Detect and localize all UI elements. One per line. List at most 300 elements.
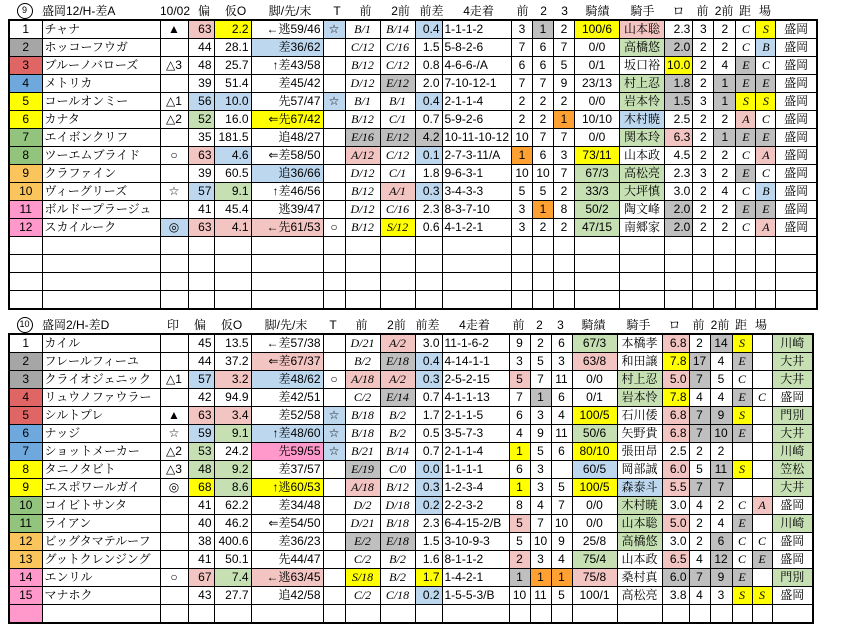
hen-score: 53 xyxy=(188,443,214,461)
venue: 笠松 xyxy=(772,461,813,479)
t-flag xyxy=(323,334,345,353)
recent-prev: 2 xyxy=(689,334,710,353)
venue xyxy=(776,291,817,310)
pos-prev xyxy=(512,255,533,273)
pos-3: 6 xyxy=(551,334,572,353)
t-flag: ○ xyxy=(323,371,345,389)
pos-prev: 9 xyxy=(509,334,530,353)
jockey-name xyxy=(620,273,665,291)
pos-2: 7 xyxy=(533,75,554,93)
recent-prev: 17 xyxy=(689,353,710,371)
recent-prev2: 4 xyxy=(710,353,732,371)
running-style: ↑逃60/53 xyxy=(251,479,323,497)
jockey-name: 岡部誠 xyxy=(617,461,662,479)
empty-row xyxy=(9,237,817,255)
recent-prev: 7 xyxy=(689,371,710,389)
recent-prev2: 4 xyxy=(714,57,736,75)
jockey-record: 75/8 xyxy=(572,569,617,587)
margin-header: 前差 xyxy=(415,318,440,332)
jockey-name: 桑村真 xyxy=(617,569,662,587)
recent-prev2: 9 xyxy=(710,569,732,587)
provisional-odds: 60.5 xyxy=(214,165,251,183)
prev-race-grade: E/19 xyxy=(345,461,380,479)
t-flag xyxy=(323,237,345,255)
horse-row xyxy=(9,165,817,183)
mark xyxy=(160,587,188,605)
provisional-odds-header: 仮O xyxy=(224,4,247,18)
mark: △1 xyxy=(160,93,188,111)
empty-row xyxy=(9,273,817,291)
prev2-race-grade: C/1 xyxy=(380,111,415,129)
jockey-record-header: 騎績 xyxy=(585,4,610,18)
pos-3: 7 xyxy=(551,497,572,515)
prev-race-grade: D/2 xyxy=(345,497,380,515)
pos-3: 7 xyxy=(554,39,575,57)
recent-prev: 2 xyxy=(693,57,714,75)
pos-3: 9 xyxy=(551,533,572,551)
race-9-grid xyxy=(8,19,818,310)
hen-score: 56 xyxy=(188,93,214,111)
t-flag-header: T xyxy=(329,317,337,332)
horse-row xyxy=(9,587,813,605)
hen-score: 52 xyxy=(188,111,214,129)
running-style: 逃39/47 xyxy=(251,201,323,219)
last4-finishes-header: 4走着 xyxy=(459,318,490,332)
hen-score: 44 xyxy=(188,353,214,371)
prev-race-grade: E/2 xyxy=(345,533,380,551)
mark xyxy=(160,75,188,93)
last4-finishes: 8-3-7-10 xyxy=(442,201,512,219)
prev2-race-grade: C/1 xyxy=(380,165,415,183)
pos-3 xyxy=(554,291,575,310)
t-flag xyxy=(323,57,345,75)
waku-number: 9 xyxy=(9,479,42,497)
last4-finishes xyxy=(442,273,512,291)
distance-grade: C xyxy=(732,497,752,515)
distance-grade: E xyxy=(732,389,752,407)
ro-value: 6.0 xyxy=(662,569,689,587)
margin: 4.2 xyxy=(415,129,442,147)
venue: 盛岡 xyxy=(772,389,813,407)
recent-prev: 7 xyxy=(689,407,710,425)
track-grade: E xyxy=(756,75,776,93)
track-grade: C xyxy=(756,111,776,129)
mark xyxy=(160,389,188,407)
waku-number: 14 xyxy=(9,569,42,587)
horse-row xyxy=(9,183,817,201)
last4-finishes xyxy=(442,255,512,273)
pos-3: 2 xyxy=(554,219,575,237)
jockey-name: 張田昂 xyxy=(617,443,662,461)
venue xyxy=(776,273,817,291)
jockey-record: 25/8 xyxy=(572,533,617,551)
recent-prev2-header: 2前 xyxy=(714,4,734,18)
prev2-race-grade xyxy=(380,605,415,624)
horse-name: カナタ xyxy=(42,111,160,129)
ro-value: 6.0 xyxy=(662,461,689,479)
ro-value: 10.0 xyxy=(665,57,693,75)
venue-header xyxy=(775,2,816,19)
horse-name: カイル xyxy=(42,334,160,353)
running-style: 差48/62 xyxy=(251,371,323,389)
horse-row xyxy=(9,461,813,479)
recent-prev2 xyxy=(714,237,736,255)
t-flag xyxy=(323,515,345,533)
track-grade xyxy=(752,353,772,371)
pos-3: 10 xyxy=(551,515,572,533)
margin: 0.4 xyxy=(415,353,442,371)
mark: △3 xyxy=(160,461,188,479)
running-style: 先44/47 xyxy=(251,551,323,569)
jockey-record: 63/8 xyxy=(572,353,617,371)
distance-grade: S xyxy=(732,587,752,605)
pos-2-header: 2 xyxy=(540,3,547,18)
jockey-record: 0/0 xyxy=(575,93,620,111)
waku-number xyxy=(9,291,42,310)
ro-value: 6.8 xyxy=(662,334,689,353)
track-grade: C xyxy=(752,389,772,407)
hen-score: 35 xyxy=(188,129,214,147)
provisional-odds xyxy=(214,291,251,310)
jockey-record: 100/6 xyxy=(575,20,620,39)
mark: ○ xyxy=(160,147,188,165)
jockey-record xyxy=(575,291,620,310)
mark xyxy=(160,334,188,353)
venue: 盛岡 xyxy=(776,93,817,111)
provisional-odds: 3.4 xyxy=(214,407,251,425)
venue: 盛岡 xyxy=(772,497,813,515)
last4-finishes: 3-10-9-3 xyxy=(442,533,509,551)
recent-prev: 7 xyxy=(689,569,710,587)
recent-prev: 4 xyxy=(689,497,710,515)
prev2-race-grade: E/14 xyxy=(380,389,415,407)
circled-race-number: 10 xyxy=(17,317,33,333)
recent-prev2 xyxy=(714,273,736,291)
provisional-odds: 181.5 xyxy=(214,129,251,147)
horse-row xyxy=(9,533,813,551)
ro-value: 2.0 xyxy=(665,201,693,219)
pos-2 xyxy=(533,291,554,310)
track-grade xyxy=(756,237,776,255)
pos-2: 2 xyxy=(533,111,554,129)
horse-row xyxy=(9,57,817,75)
pos-2: 1 xyxy=(530,569,551,587)
pos-3 xyxy=(551,605,572,624)
recent-prev: 2 xyxy=(693,147,714,165)
waku-number: 4 xyxy=(9,389,42,407)
prev2-race-grade: B/2 xyxy=(380,569,415,587)
race-10-section xyxy=(8,316,841,624)
prev-race-grade: S/18 xyxy=(345,569,380,587)
margin: 0.6 xyxy=(415,219,442,237)
pos-prev: 3 xyxy=(512,20,533,39)
distance-grade: C xyxy=(736,183,756,201)
waku-number: 15 xyxy=(9,587,42,605)
pos-prev: 7 xyxy=(509,389,530,407)
horse-name xyxy=(42,255,160,273)
horse-name xyxy=(42,291,160,310)
prev2-race-grade: E/12 xyxy=(380,75,415,93)
last4-finishes: 4-14-1-1 xyxy=(442,353,509,371)
prev-race-grade: D/12 xyxy=(345,75,380,93)
distance-grade xyxy=(736,273,756,291)
prev-race-grade: C/12 xyxy=(345,39,380,57)
horse-row xyxy=(9,497,813,515)
t-flag xyxy=(323,183,345,201)
circled-race-number: 9 xyxy=(17,3,33,19)
pos-prev-header: 前 xyxy=(516,4,529,18)
jockey-record: 100/5 xyxy=(572,479,617,497)
pos-prev xyxy=(512,237,533,255)
distance-grade: C xyxy=(732,533,752,551)
distance-grade xyxy=(736,291,756,310)
last4-finishes: 2-5-2-15 xyxy=(442,371,509,389)
prev2-race-grade: B/14 xyxy=(380,443,415,461)
ro-value: 6.5 xyxy=(662,551,689,569)
pos-3-header: 3 xyxy=(561,3,568,18)
horse-name xyxy=(42,273,160,291)
recent-prev2: 1 xyxy=(714,129,736,147)
waku-number: 1 xyxy=(9,334,42,353)
jockey-record xyxy=(575,273,620,291)
jockey-name xyxy=(620,291,665,310)
jockey-record: 0/1 xyxy=(575,57,620,75)
running-style: ←差57/38 xyxy=(251,334,323,353)
prev2-race-grade: E/18 xyxy=(380,353,415,371)
last4-finishes: 2-1-1-4 xyxy=(442,93,512,111)
margin: 2.3 xyxy=(415,515,442,533)
pos-2: 1 xyxy=(533,201,554,219)
pos-3: 3 xyxy=(554,147,575,165)
horse-row xyxy=(9,20,817,39)
jockey-record: 10/10 xyxy=(575,111,620,129)
jockey-record: 100/5 xyxy=(572,407,617,425)
prev2-race-grade: A/2 xyxy=(380,334,415,353)
t-flag xyxy=(323,201,345,219)
pos-3: 1 xyxy=(551,569,572,587)
running-style: 差37/57 xyxy=(251,461,323,479)
pos-prev: 2 xyxy=(512,111,533,129)
distance-grade xyxy=(736,237,756,255)
track-grade xyxy=(752,425,772,443)
venue: 門別 xyxy=(772,407,813,425)
margin: 1.7 xyxy=(415,407,442,425)
hen-score xyxy=(188,273,214,291)
distance-grade xyxy=(732,605,752,624)
provisional-odds: 27.7 xyxy=(214,587,251,605)
horse-name: コールオンミー xyxy=(42,93,160,111)
provisional-odds: 46.2 xyxy=(214,515,251,533)
margin: 0.4 xyxy=(415,93,442,111)
track-grade xyxy=(752,479,772,497)
pos-2 xyxy=(530,605,551,624)
running-style: 差34/48 xyxy=(251,497,323,515)
running-style: 追42/58 xyxy=(251,587,323,605)
pos-2: 1 xyxy=(533,20,554,39)
distance-grade-header: 距 xyxy=(739,4,752,18)
mark xyxy=(160,515,188,533)
running-style: ←逃63/45 xyxy=(251,569,323,587)
jockey-name: 陶文峰 xyxy=(620,201,665,219)
jockey-name: 高橋悠 xyxy=(617,533,662,551)
running-style: ⇐先67/42 xyxy=(251,111,323,129)
empty-row xyxy=(9,255,817,273)
ro-value: 6.8 xyxy=(662,425,689,443)
running-style: 先59/55 xyxy=(251,443,323,461)
hen-score-header: 偏 xyxy=(198,4,211,18)
provisional-odds: 16.0 xyxy=(214,111,251,129)
last4-finishes: 6-4-15-2/B xyxy=(442,515,509,533)
ro-value: 5.0 xyxy=(662,515,689,533)
pos-prev: 10 xyxy=(509,587,530,605)
pos-2: 5 xyxy=(530,443,551,461)
jockey-record: 100/1 xyxy=(572,587,617,605)
hen-score: 45 xyxy=(188,334,214,353)
recent-prev2: 2 xyxy=(714,20,736,39)
hen-score xyxy=(188,605,214,624)
waku-number: 8 xyxy=(9,147,42,165)
jockey-name: 高橋悠 xyxy=(620,39,665,57)
running-style xyxy=(251,273,323,291)
distance-grade: C xyxy=(732,371,752,389)
jockey-name: 山本政 xyxy=(620,147,665,165)
jockey-name: 高松亮 xyxy=(617,587,662,605)
track-grade: S xyxy=(756,20,776,39)
last4-finishes: 1-1-1-2 xyxy=(442,20,512,39)
track-grade xyxy=(752,461,772,479)
last4-finishes: 2-7-3-11/A xyxy=(442,147,512,165)
pos-prev: 3 xyxy=(509,353,530,371)
hen-score: 48 xyxy=(188,461,214,479)
waku-number: 2 xyxy=(9,353,42,371)
jockey-name xyxy=(617,605,662,624)
prev2-race-grade: B/2 xyxy=(380,425,415,443)
ro-value: 1.8 xyxy=(665,75,693,93)
prev2-race-grade: A/2 xyxy=(380,371,415,389)
distance-grade: E xyxy=(736,75,756,93)
hen-score: 39 xyxy=(188,165,214,183)
horse-name: リュウノファウラー xyxy=(42,389,160,407)
pos-prev xyxy=(512,291,533,310)
pos-2-header: 2 xyxy=(536,317,543,332)
hen-score: 41 xyxy=(188,497,214,515)
t-flag xyxy=(323,147,345,165)
prev-race-grade: A/18 xyxy=(345,479,380,497)
pos-2: 2 xyxy=(533,93,554,111)
prev-race-grade: B/12 xyxy=(345,183,380,201)
recent-prev: 2 xyxy=(693,111,714,129)
venue: 盛岡 xyxy=(772,587,813,605)
hen-score xyxy=(188,255,214,273)
distance-grade: E xyxy=(732,353,752,371)
prev-race-grade: B/12 xyxy=(345,111,380,129)
jockey-name: 森泰斗 xyxy=(617,479,662,497)
pos-prev: 6 xyxy=(512,57,533,75)
ro-value xyxy=(665,237,693,255)
jockey-record: 0/0 xyxy=(575,129,620,147)
pos-prev xyxy=(512,273,533,291)
pos-3: 1 xyxy=(554,111,575,129)
mark: △2 xyxy=(160,111,188,129)
pos-prev: 3 xyxy=(512,219,533,237)
hen-score: 39 xyxy=(188,75,214,93)
horse-name: ツーエムブライド xyxy=(42,147,160,165)
prev-race-grade: B/2 xyxy=(345,353,380,371)
recent-prev2: 1 xyxy=(714,93,736,111)
track-grade: E xyxy=(756,129,776,147)
pos-prev: 6 xyxy=(509,407,530,425)
margin xyxy=(415,237,442,255)
recent-prev2: 2 xyxy=(714,165,736,183)
race-number-circle xyxy=(8,316,41,333)
waku-number xyxy=(9,255,42,273)
jockey-name: 山本政 xyxy=(617,551,662,569)
venue: 盛岡 xyxy=(776,201,817,219)
prev2-race-grade: B/18 xyxy=(380,515,415,533)
pos-2 xyxy=(533,237,554,255)
pos-3 xyxy=(551,461,572,479)
hen-score: 41 xyxy=(188,551,214,569)
horse-name: チャナ xyxy=(42,20,160,39)
distance-grade: E xyxy=(732,569,752,587)
hen-score: 48 xyxy=(188,57,214,75)
t-flag xyxy=(323,353,345,371)
ro-value: 2.0 xyxy=(665,219,693,237)
mark: ○ xyxy=(160,569,188,587)
jockey-record xyxy=(575,255,620,273)
recent-prev xyxy=(693,291,714,310)
empty-row xyxy=(9,291,817,310)
margin: 0.7 xyxy=(415,443,442,461)
jockey-name: 岩本怜 xyxy=(617,389,662,407)
provisional-odds: 13.5 xyxy=(214,334,251,353)
pos-3: 4 xyxy=(551,551,572,569)
hen-score: 43 xyxy=(188,587,214,605)
provisional-odds xyxy=(214,273,251,291)
pos-prev: 10 xyxy=(512,129,533,147)
mark: ☆ xyxy=(160,183,188,201)
prev-race-grade: C/2 xyxy=(345,587,380,605)
pos-2: 7 xyxy=(530,371,551,389)
pos-2: 3 xyxy=(530,551,551,569)
t-flag xyxy=(323,273,345,291)
jockey-record: 80/10 xyxy=(572,443,617,461)
waku-number xyxy=(9,273,42,291)
waku-number: 10 xyxy=(9,183,42,201)
ro-value: 4.5 xyxy=(665,147,693,165)
prev2-race-grade: C/16 xyxy=(380,201,415,219)
last4-finishes: 1-2-3-4 xyxy=(442,479,509,497)
venue: 大井 xyxy=(772,353,813,371)
jockey-record xyxy=(575,237,620,255)
ro-value: 3.0 xyxy=(662,533,689,551)
waku-number: 9 xyxy=(9,165,42,183)
horse-name: スカイルーク xyxy=(42,219,160,237)
pos-2: 3 xyxy=(530,461,551,479)
hen-score: 63 xyxy=(188,20,214,39)
venue xyxy=(776,255,817,273)
jockey-name: 関本玲 xyxy=(620,129,665,147)
hen-score: 42 xyxy=(188,389,214,407)
horse-name: マナホク xyxy=(42,587,160,605)
venue-header xyxy=(771,316,812,333)
running-style: 差52/58 xyxy=(251,407,323,425)
last4-finishes: 9-6-3-1 xyxy=(442,165,512,183)
track-grade-header: 場 xyxy=(754,318,767,332)
ro-value: 2.5 xyxy=(662,443,689,461)
prev-race-grade: D/12 xyxy=(345,165,380,183)
track-grade: A xyxy=(756,147,776,165)
